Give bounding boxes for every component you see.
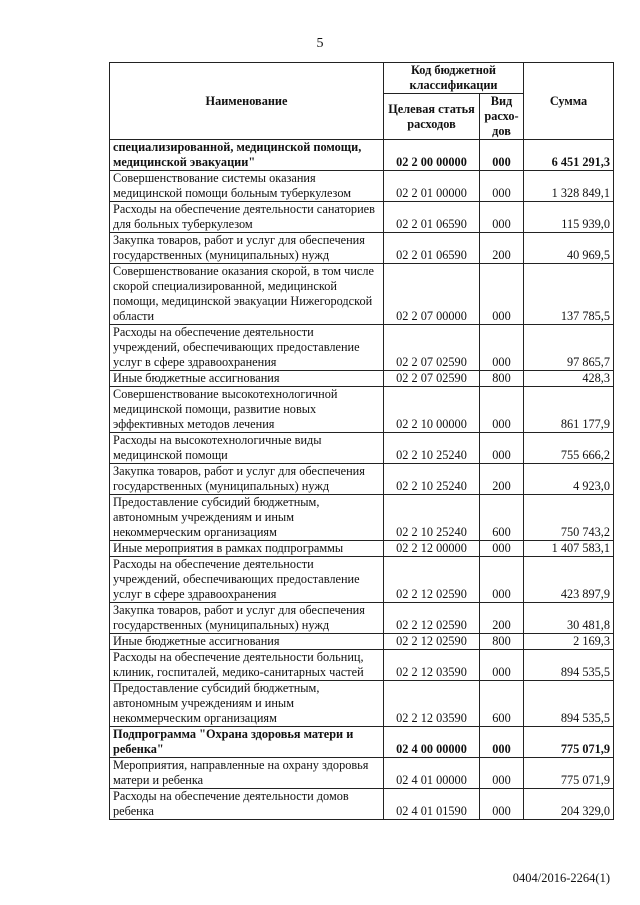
row-name: Расходы на обеспечение деятельности домов ребенка — [110, 789, 384, 820]
table-row — [110, 264, 614, 325]
row-sum: 1 328 849,1 — [524, 171, 614, 202]
row-name: Иные бюджетные ассигнования — [110, 371, 384, 387]
row-name: Закупка товаров, работ и услуг для обеспечения государственных (муниципальных) нужд — [110, 603, 384, 634]
row-name: Совершенствование системы оказания медицинской помощи больным туберкулезом — [110, 171, 384, 202]
row-type: 000 — [480, 387, 524, 433]
row-type: 000 — [480, 264, 524, 325]
row-code: 02 2 07 02590 — [384, 325, 480, 371]
row-name: Мероприятия, направленные на охрану здоровья матери и ребенка — [110, 758, 384, 789]
row-type: 000 — [480, 789, 524, 820]
row-type: 800 — [480, 634, 524, 650]
row-name: Предоставление субсидий бюджетным, автономным учреждениям и иным некоммерческим организациям — [110, 495, 384, 541]
row-type: 800 — [480, 371, 524, 387]
table-row — [110, 387, 614, 433]
row-type: 000 — [480, 202, 524, 233]
row-sum: 750 743,2 — [524, 495, 614, 541]
row-code: 02 2 01 06590 — [384, 233, 480, 264]
table-row — [110, 433, 614, 464]
table-row — [110, 371, 614, 387]
row-code: 02 2 10 25240 — [384, 433, 480, 464]
row-type: 600 — [480, 681, 524, 727]
row-sum: 423 897,9 — [524, 557, 614, 603]
row-code: 02 2 07 02590 — [384, 371, 480, 387]
row-type: 000 — [480, 433, 524, 464]
row-code: 02 2 12 02590 — [384, 557, 480, 603]
row-sum: 894 535,5 — [524, 650, 614, 681]
page-number: 5 — [316, 36, 324, 51]
table-row — [110, 650, 614, 681]
row-name: Расходы на обеспечение деятельности санаториев для больных туберкулезом — [110, 202, 384, 233]
row-code: 02 2 01 06590 — [384, 202, 480, 233]
row-name: Иные мероприятия в рамках подпрограммы — [110, 541, 384, 557]
row-code: 02 4 01 00000 — [384, 758, 480, 789]
row-sum: 6 451 291,3 — [524, 140, 614, 171]
table-row — [110, 681, 614, 727]
row-code: 02 2 10 25240 — [384, 495, 480, 541]
table-row — [110, 557, 614, 603]
row-type: 200 — [480, 233, 524, 264]
row-sum: 428,3 — [524, 371, 614, 387]
table-row — [110, 634, 614, 650]
row-type: 200 — [480, 603, 524, 634]
table-row — [110, 325, 614, 371]
table-row — [110, 727, 614, 758]
table-row — [110, 202, 614, 233]
table-row — [110, 541, 614, 557]
header-sum: Сумма — [524, 63, 614, 140]
row-type: 200 — [480, 464, 524, 495]
row-type: 000 — [480, 758, 524, 789]
row-sum: 775 071,9 — [524, 758, 614, 789]
row-type: 000 — [480, 727, 524, 758]
row-name: Расходы на обеспечение деятельности больниц, клиник, госпиталей, медико-санитарных частей — [110, 650, 384, 681]
row-sum: 40 969,5 — [524, 233, 614, 264]
row-type: 000 — [480, 557, 524, 603]
row-name: Совершенствование оказания скорой, в том числе скорой специализированной, медицинской помощи, медицинской эвакуации Нижегородской области — [110, 264, 384, 325]
row-name: Расходы на обеспечение деятельности учреждений, обеспечивающих предоставление услуг в сфере здравоохранения — [110, 557, 384, 603]
row-name: Закупка товаров, работ и услуг для обеспечения государственных (муниципальных) нужд — [110, 464, 384, 495]
header-name: Наименование — [110, 63, 384, 140]
table-row — [110, 140, 614, 171]
row-sum: 2 169,3 — [524, 634, 614, 650]
budget-table — [109, 62, 614, 820]
row-code: 02 2 12 00000 — [384, 541, 480, 557]
table-row — [110, 233, 614, 264]
table-row — [110, 789, 614, 820]
row-type: 000 — [480, 325, 524, 371]
row-code: 02 2 10 25240 — [384, 464, 480, 495]
row-name: Предоставление субсидий бюджетным, автономным учреждениям и иным некоммерческим организациям — [110, 681, 384, 727]
row-name: Закупка товаров, работ и услуг для обеспечения государственных (муниципальных) нужд — [110, 233, 384, 264]
table-row — [110, 495, 614, 541]
row-code: 02 2 12 02590 — [384, 634, 480, 650]
row-sum: 861 177,9 — [524, 387, 614, 433]
row-type: 000 — [480, 650, 524, 681]
row-code: 02 2 12 03590 — [384, 681, 480, 727]
row-name: специализированной, медицинской помощи, медицинской эвакуации" — [110, 140, 384, 171]
row-type: 000 — [480, 541, 524, 557]
row-sum: 97 865,7 — [524, 325, 614, 371]
row-name: Подпрограмма "Охрана здоровья матери и ребенка" — [110, 727, 384, 758]
row-code: 02 4 01 01590 — [384, 789, 480, 820]
row-name: Расходы на высокотехнологичные виды медицинской помощи — [110, 433, 384, 464]
row-type: 600 — [480, 495, 524, 541]
row-code: 02 2 12 02590 — [384, 603, 480, 634]
table-header — [110, 63, 614, 140]
row-sum: 894 535,5 — [524, 681, 614, 727]
row-type: 000 — [480, 140, 524, 171]
row-code: 02 2 07 00000 — [384, 264, 480, 325]
row-sum: 204 329,0 — [524, 789, 614, 820]
row-code: 02 2 01 00000 — [384, 171, 480, 202]
row-code: 02 2 10 00000 — [384, 387, 480, 433]
header-code-group: Код бюджетной классификации — [384, 63, 524, 94]
header-expense-type: Вид расхо-дов — [480, 94, 524, 140]
table-row — [110, 464, 614, 495]
row-name: Совершенствование высокотехнологичной медицинской помощи, развитие новых эффективных методов лечения — [110, 387, 384, 433]
row-sum: 1 407 583,1 — [524, 541, 614, 557]
table-row — [110, 758, 614, 789]
row-sum: 4 923,0 — [524, 464, 614, 495]
row-sum: 137 785,5 — [524, 264, 614, 325]
row-name: Расходы на обеспечение деятельности учреждений, обеспечивающих предоставление услуг в сфере здравоохранения — [110, 325, 384, 371]
header-target-article: Целевая статья расходов — [384, 94, 480, 140]
row-name: Иные бюджетные ассигнования — [110, 634, 384, 650]
table-row — [110, 603, 614, 634]
row-sum: 775 071,9 — [524, 727, 614, 758]
row-sum: 30 481,8 — [524, 603, 614, 634]
row-code: 02 2 12 03590 — [384, 650, 480, 681]
row-type: 000 — [480, 171, 524, 202]
row-code: 02 2 00 00000 — [384, 140, 480, 171]
table-body — [110, 140, 614, 820]
row-code: 02 4 00 00000 — [384, 727, 480, 758]
document-code: 0404/2016-2264(1) — [512, 871, 610, 885]
table-row — [110, 171, 614, 202]
row-sum: 755 666,2 — [524, 433, 614, 464]
row-sum: 115 939,0 — [524, 202, 614, 233]
